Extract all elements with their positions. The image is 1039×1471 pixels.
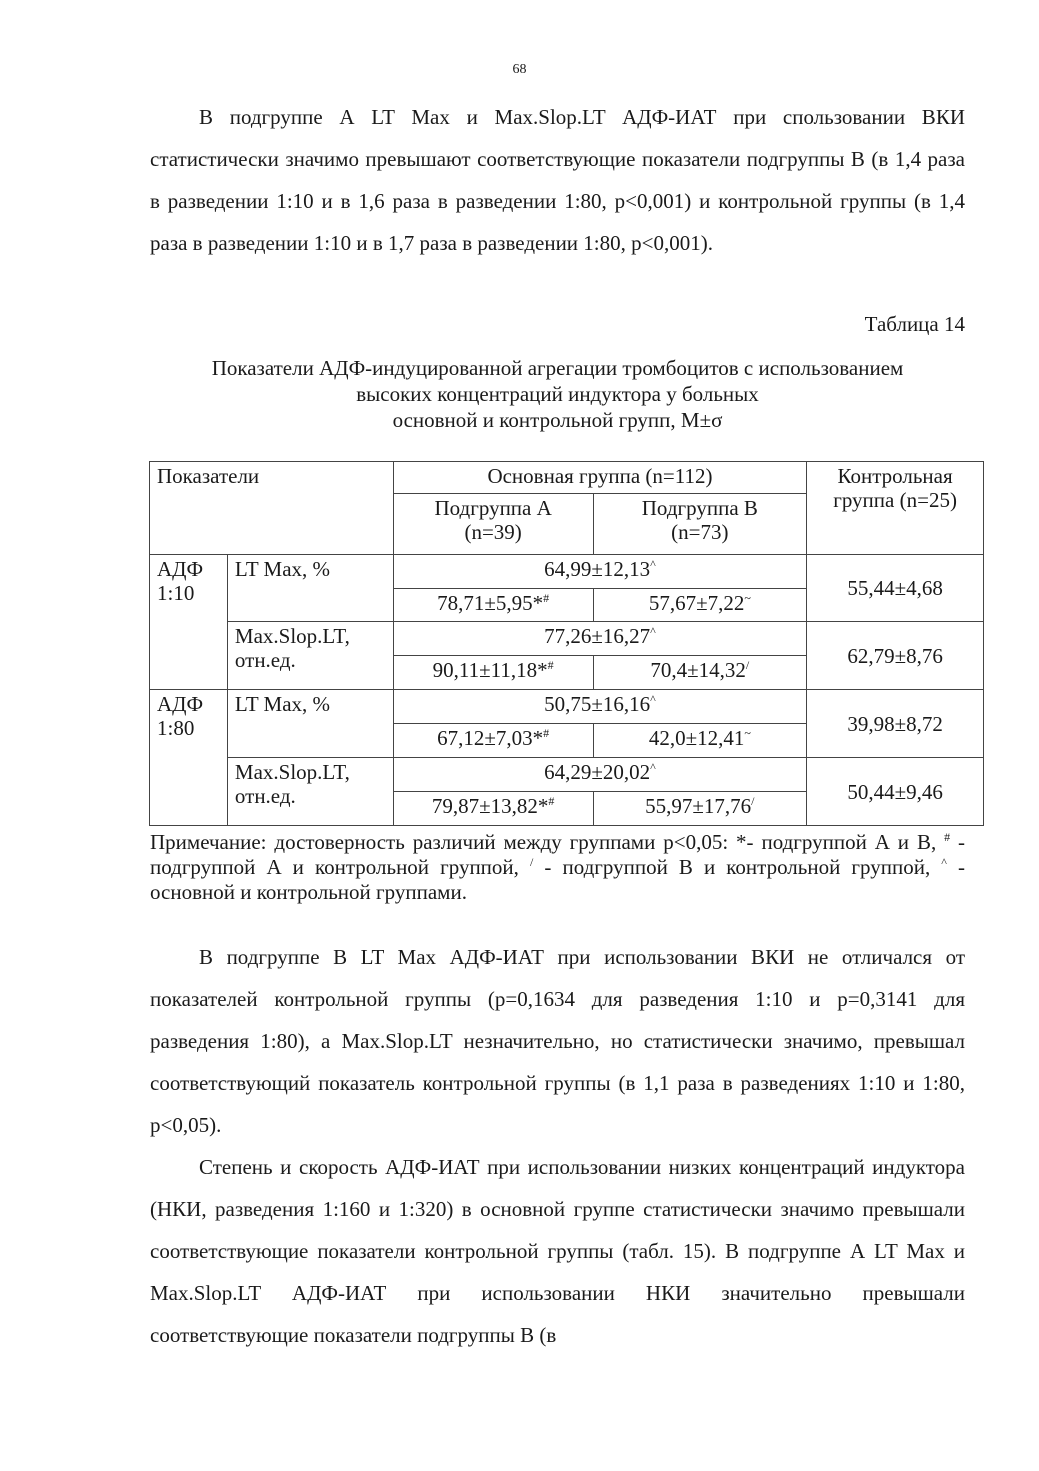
indicator-line2: отн.ед. — [234, 784, 296, 808]
value: 67,12±7,03* — [437, 726, 544, 750]
subgroup-a-value — [393, 724, 593, 758]
header-subgroup-b-line2: (n=73) — [671, 520, 729, 544]
indicator-line1: Max.Slop.LT, — [234, 624, 350, 648]
subgroup-a-value — [393, 589, 593, 622]
note-text: - подгруппой В и контрольной группой, — [533, 855, 942, 879]
control-value: 62,79±8,76 — [807, 622, 984, 690]
mark: # — [543, 726, 550, 740]
subgroup-b-value — [593, 724, 807, 758]
mark: # — [548, 794, 555, 808]
value: 78,71±5,95* — [437, 591, 544, 615]
data-table — [149, 461, 984, 826]
main-value — [393, 622, 806, 656]
header-subgroup-a-line2: (n=39) — [464, 520, 522, 544]
note-text: - основной и контрольной группами. — [150, 855, 965, 904]
main-value — [393, 758, 806, 792]
header-indicators: Показатели — [150, 462, 394, 555]
value: 70,4±14,32 — [650, 658, 746, 682]
value: 50,75±16,16 — [544, 692, 651, 716]
note-mark: # — [944, 830, 951, 844]
mark: ^ — [650, 760, 656, 774]
indicator-max-slop-lt — [227, 758, 393, 826]
table-caption — [140, 355, 975, 433]
header-subgroup-b — [593, 494, 807, 555]
subgroup-b-value — [593, 792, 807, 826]
header-subgroup-b-line1: Подгруппа В — [641, 496, 758, 520]
mark: / — [745, 658, 750, 672]
value: 64,29±20,02 — [544, 760, 651, 784]
value: 55,97±17,76 — [645, 794, 752, 818]
caption-line-3: основной и контрольной групп, M±σ — [392, 408, 723, 432]
table-label: Таблица 14 — [864, 312, 965, 336]
header-main-group: Основная группа (n=112) — [393, 462, 806, 494]
header-control-line1: Контрольная — [837, 464, 953, 488]
table-note — [150, 830, 965, 905]
main-value — [393, 690, 806, 724]
header-subgroup-a-line1: Подгруппа А — [434, 496, 552, 520]
subgroup-b-value — [593, 589, 807, 622]
value: 42,0±12,41 — [648, 726, 745, 750]
value: 79,87±13,82* — [431, 794, 549, 818]
value: 64,99±12,13 — [544, 557, 651, 581]
note-text: Примечание: достоверность различий между группами p<0,05: *- подгруппой А и В, — [150, 830, 945, 854]
mark: ^ — [650, 624, 656, 638]
control-value: 55,44±4,68 — [807, 555, 984, 622]
indicator-lt-max: LT Max, % — [227, 690, 393, 758]
note-mark: / — [529, 855, 534, 869]
header-control-line2: группа (n=25) — [833, 488, 957, 512]
note-text: - подгруппой А и контрольной группой, — [150, 830, 966, 879]
mark: ^ — [650, 692, 656, 706]
group-label: АДФ — [157, 557, 204, 581]
header-subgroup-a — [393, 494, 593, 555]
mark: / — [751, 794, 755, 808]
group-label: АДФ — [157, 692, 204, 716]
subgroup-b-value — [593, 656, 807, 690]
note-mark: ^ — [941, 855, 947, 869]
value: 90,11±11,18* — [432, 658, 548, 682]
group-dilution: 1:80 — [157, 716, 195, 740]
indicator-line2: отн.ед. — [234, 648, 296, 672]
caption-line-1: Показатели АДФ-индуцированной агрегации тромбоцитов с использованием — [211, 356, 904, 380]
paragraph-2: В подгруппе В LT Max АДФ-ИАТ при использовании ВКИ не отличался от показателей контрольной группы (p=0,1634 для разведения 1:10 и p=0,3141 для разведения 1:80), а Max.Slop.LT незначительно, но статистически значимо, превышал соответствующий показатель контрольной группы (в 1,1 раза в разведениях 1:10 и 1:80, p<0,05). — [150, 945, 965, 1137]
subgroup-a-value — [393, 792, 593, 826]
mark: # — [543, 591, 550, 605]
group-dilution: 1:10 — [157, 581, 195, 605]
control-value: 50,44±9,46 — [807, 758, 984, 826]
caption-line-2: высоких концентраций индуктора у больных — [356, 382, 759, 406]
indicator-line1: Max.Slop.LT, — [234, 760, 350, 784]
mark: ^ — [650, 557, 656, 571]
indicator-max-slop-lt — [227, 622, 393, 690]
mark: # — [547, 658, 554, 672]
group-adf-1-80 — [150, 690, 228, 826]
indicator-lt-max: LT Max, % — [227, 555, 393, 622]
group-adf-1-10 — [150, 555, 228, 690]
control-value: 39,98±8,72 — [807, 690, 984, 758]
value: 57,67±7,22 — [648, 591, 745, 615]
paragraph-3: Степень и скорость АДФ-ИАТ при использовании низких концентраций индуктора (НКИ, разведения 1:160 и 1:320) в основной группе статистически значимо превышали соответствующие показатели контрольной группы (табл. 15). В подгруппе А LT Max и Max.Slop.LT АДФ-ИАТ при использовании НКИ значительно превышали соответствующие показатели подгруппы В (в — [150, 1155, 965, 1347]
header-control-group — [807, 462, 984, 555]
value: 77,26±16,27 — [544, 624, 651, 648]
page-number: 68 — [512, 62, 527, 77]
subgroup-a-value — [393, 656, 593, 690]
paragraph-1: В подгруппе А LT Max и Max.Slop.LT АДФ-ИАТ при спользовании ВКИ статистически значимо превышают соответствующие показатели подгруппы В (в 1,4 раза в разведении 1:10 и в 1,6 раза в разведении 1:80, p<0,001) и контрольной группы (в 1,4 раза в разведении 1:10 и в 1,7 раза в разведении 1:80, p<0,001). — [150, 105, 965, 255]
mark: ~ — [744, 591, 751, 605]
mark: ~ — [744, 726, 751, 740]
main-value — [393, 555, 806, 589]
